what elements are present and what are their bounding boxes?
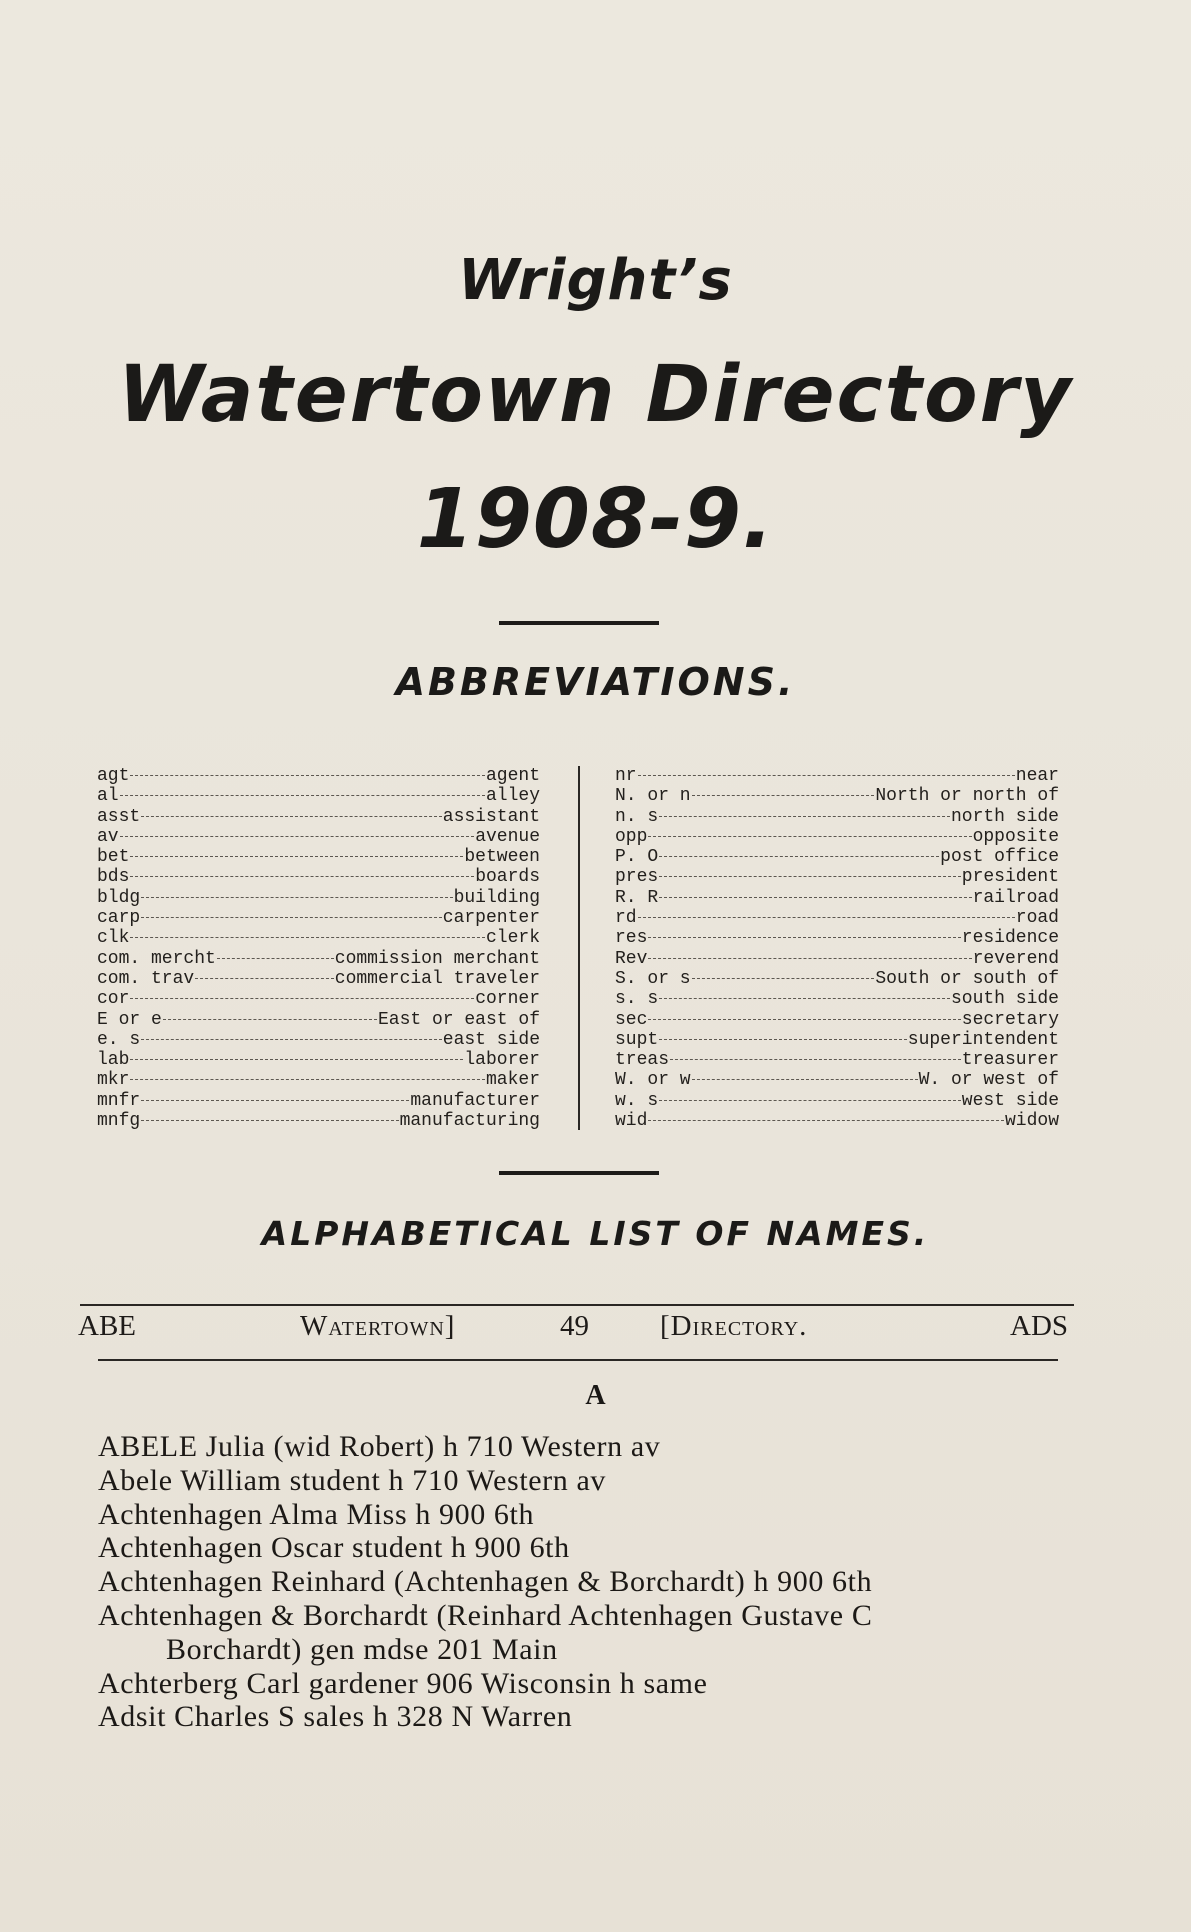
abbreviation-row	[97, 1050, 540, 1070]
divider-rule	[499, 621, 659, 625]
directory-entry: Abele William student h 710 Western av	[98, 1463, 606, 1497]
dot-leader	[659, 997, 950, 999]
dot-leader	[670, 1058, 961, 1060]
running-head-top-rule	[80, 1304, 1074, 1306]
directory-entry: Adsit Charles S sales h 328 N Warren	[98, 1700, 573, 1734]
dot-leader	[648, 957, 971, 959]
abbreviation-meaning: boards	[475, 867, 540, 888]
abbreviation-row	[97, 1111, 540, 1131]
abbreviation-term: sec	[615, 1009, 648, 1030]
directory-entry: Achtenhagen Reinhard (Achtenhagen & Borchardt) h 900 6th	[98, 1565, 873, 1599]
running-head-bottom-rule	[98, 1359, 1058, 1361]
dot-leader	[120, 794, 485, 796]
abbreviation-term: wid	[615, 1111, 648, 1132]
abbreviation-row	[615, 1030, 1059, 1050]
dot-leader	[130, 1058, 463, 1060]
abbreviation-meaning: opposite	[972, 826, 1059, 847]
abbreviation-row	[615, 1111, 1059, 1131]
dot-leader	[141, 896, 452, 898]
abbreviation-term: mnfg	[97, 1111, 141, 1132]
abbreviation-row	[97, 807, 540, 827]
abbreviation-meaning: residence	[961, 928, 1059, 949]
dot-leader	[648, 936, 960, 938]
abbreviation-row	[97, 1091, 540, 1111]
directory-year: 1908-9.	[416, 472, 775, 567]
directory-entry: ABELE Julia (wid Robert) h 710 Western av	[98, 1430, 661, 1463]
dot-leader	[692, 1078, 918, 1080]
abbreviation-term: lab	[97, 1050, 130, 1071]
abbreviation-meaning: agent	[485, 766, 540, 786]
abbreviation-term: mnfr	[97, 1090, 141, 1111]
alphabetical-list-heading: ALPHABETICAL LIST OF NAMES.	[261, 1214, 930, 1253]
abbreviation-meaning: near	[1015, 766, 1059, 786]
abbreviation-term: supt	[615, 1029, 659, 1050]
dot-leader	[130, 855, 463, 857]
abbreviation-row	[615, 928, 1059, 948]
abbreviation-meaning: corner	[475, 989, 540, 1010]
dot-leader	[130, 875, 474, 877]
running-head-town: Watertown]	[300, 1310, 456, 1342]
abbreviation-meaning: east side	[442, 1029, 540, 1050]
dot-leader	[648, 1018, 960, 1020]
abbreviation-meaning: superintendent	[907, 1029, 1059, 1050]
abbreviation-row	[615, 867, 1059, 887]
abbreviation-row	[97, 949, 540, 969]
abbreviation-term: P. O	[615, 847, 659, 868]
directory-entry: Achtenhagen & Borchardt (Reinhard Achtenhagen Gustave C	[98, 1598, 873, 1632]
abbreviation-term: com. trav	[97, 968, 195, 989]
abbreviation-row	[615, 847, 1059, 867]
abbreviation-row	[615, 888, 1059, 908]
abbreviation-term: mkr	[97, 1070, 130, 1091]
directory-title: Watertown Directory	[118, 350, 1073, 440]
abbreviations-right-column	[615, 766, 1059, 1131]
abbreviation-meaning: post office	[940, 847, 1059, 868]
abbreviation-row	[97, 1070, 540, 1090]
abbreviation-term: carp	[97, 908, 141, 929]
abbreviation-term: pres	[615, 867, 659, 888]
abbreviation-meaning: railroad	[972, 887, 1059, 908]
abbreviation-meaning: commercial traveler	[334, 968, 540, 989]
publisher-name: Wright’s	[458, 248, 733, 313]
running-head-right: ADS	[1010, 1310, 1069, 1342]
abbreviation-row	[615, 1010, 1059, 1030]
dot-leader	[141, 815, 442, 817]
abbreviation-row	[615, 807, 1059, 827]
abbreviation-meaning: commission merchant	[334, 948, 540, 969]
abbreviation-term: R. R	[615, 887, 659, 908]
abbreviation-meaning: treasurer	[961, 1050, 1059, 1071]
abbreviation-row	[97, 1030, 540, 1050]
abbreviation-term: asst	[97, 806, 141, 827]
dot-leader	[659, 855, 939, 857]
abbreviation-row	[615, 1091, 1059, 1111]
abbreviation-term: bldg	[97, 887, 141, 908]
dot-leader	[130, 936, 485, 938]
dot-leader	[659, 815, 950, 817]
abbreviation-meaning: north side	[950, 806, 1059, 827]
abbreviation-meaning: North or north of	[875, 786, 1059, 807]
abbreviation-term: e. s	[97, 1029, 141, 1050]
abbreviation-row	[97, 766, 540, 786]
dot-leader	[638, 774, 1015, 776]
abbreviation-meaning: secretary	[961, 1009, 1059, 1030]
abbreviation-term: E or e	[97, 1009, 162, 1030]
dot-leader	[141, 1099, 409, 1101]
abbreviation-meaning: president	[961, 867, 1059, 888]
abbreviation-term: Rev	[615, 948, 648, 969]
abbreviation-meaning: assistant	[442, 806, 540, 827]
abbreviation-term: S. or s	[615, 968, 691, 989]
running-head-directory: [Directory.	[660, 1310, 808, 1342]
abbreviation-meaning: west side	[961, 1090, 1059, 1111]
abbreviation-term: rd	[615, 908, 637, 929]
section-letter: A	[585, 1380, 606, 1411]
abbreviation-row	[615, 827, 1059, 847]
abbreviation-meaning: south side	[950, 989, 1059, 1010]
abbreviation-row	[615, 766, 1059, 786]
abbreviation-term: res	[615, 928, 648, 949]
abbreviation-row	[97, 989, 540, 1009]
directory-entries	[98, 1430, 1068, 1734]
abbreviation-row	[615, 969, 1059, 989]
abbreviations-left-column	[97, 766, 540, 1131]
dot-leader	[659, 1099, 961, 1101]
dot-leader	[141, 916, 442, 918]
dot-leader	[141, 1038, 442, 1040]
abbreviation-meaning: widow	[1004, 1111, 1059, 1132]
column-divider	[578, 766, 580, 1130]
abbreviation-meaning: East or east of	[377, 1009, 540, 1030]
abbreviation-term: av	[97, 826, 119, 847]
abbreviation-row	[97, 847, 540, 867]
abbreviation-meaning: W. or west of	[918, 1070, 1059, 1091]
abbreviation-row	[97, 928, 540, 948]
abbreviation-row	[97, 786, 540, 806]
dot-leader	[659, 1038, 907, 1040]
abbreviation-row	[97, 867, 540, 887]
abbreviation-term: w. s	[615, 1090, 659, 1111]
abbreviation-term: treas	[615, 1050, 670, 1071]
abbreviation-row	[615, 989, 1059, 1009]
abbreviation-row	[615, 1050, 1059, 1070]
abbreviation-row	[97, 908, 540, 928]
directory-entry: Borchardt) gen mdse 201 Main	[166, 1632, 558, 1666]
page-number: 49	[560, 1310, 589, 1342]
dot-leader	[648, 835, 971, 837]
dot-leader	[120, 835, 475, 837]
abbreviation-meaning: road	[1015, 908, 1059, 929]
abbreviation-row	[97, 969, 540, 989]
abbreviation-row	[615, 908, 1059, 928]
abbreviation-meaning: building	[453, 887, 540, 908]
directory-entry: Achterberg Carl gardener 906 Wisconsin h same	[98, 1666, 708, 1700]
abbreviation-meaning: manufacturer	[410, 1090, 540, 1111]
abbreviation-term: opp	[615, 826, 648, 847]
dot-leader	[130, 774, 485, 776]
dot-leader	[648, 1119, 1004, 1121]
abbreviation-term: n. s	[615, 806, 659, 827]
abbreviation-term: bet	[97, 847, 130, 868]
dot-leader	[692, 977, 875, 979]
abbreviation-meaning: alley	[485, 786, 540, 807]
dot-leader	[692, 794, 875, 796]
abbreviation-meaning: manufacturing	[399, 1111, 540, 1132]
abbreviations-heading: ABBREVIATIONS.	[395, 660, 796, 704]
abbreviation-term: cor	[97, 989, 130, 1010]
abbreviation-meaning: clerk	[485, 928, 540, 949]
abbreviation-meaning: South or south of	[875, 968, 1059, 989]
abbreviation-row	[97, 827, 540, 847]
running-head-left: ABE	[78, 1310, 136, 1342]
abbreviation-term: bds	[97, 867, 130, 888]
abbreviation-term: al	[97, 786, 119, 807]
dot-leader	[195, 977, 334, 979]
abbreviation-meaning: between	[464, 847, 540, 868]
abbreviation-row	[615, 1070, 1059, 1090]
abbreviation-term: N. or n	[615, 786, 691, 807]
dot-leader	[163, 1018, 377, 1020]
abbreviation-row	[615, 786, 1059, 806]
dot-leader	[659, 896, 971, 898]
dot-leader	[141, 1119, 398, 1121]
directory-entry: Achtenhagen Alma Miss h 900 6th	[98, 1497, 535, 1531]
dot-leader	[130, 997, 474, 999]
abbreviation-row	[97, 888, 540, 908]
directory-entry: Achtenhagen Oscar student h 900 6th	[98, 1531, 570, 1565]
abbreviation-row	[615, 949, 1059, 969]
abbreviation-term: s. s	[615, 989, 659, 1010]
dot-leader	[217, 957, 334, 959]
abbreviation-term: nr	[615, 766, 637, 786]
abbreviation-meaning: laborer	[464, 1050, 540, 1071]
abbreviation-meaning: avenue	[475, 826, 540, 847]
abbreviation-term: clk	[97, 928, 130, 949]
abbreviation-term: W. or w	[615, 1070, 691, 1091]
abbreviation-term: com. mercht	[97, 948, 216, 969]
dot-leader	[638, 916, 1015, 918]
abbreviation-row	[97, 1010, 540, 1030]
abbreviation-term: agt	[97, 766, 130, 786]
abbreviation-meaning: maker	[485, 1070, 540, 1091]
abbreviation-meaning: carpenter	[442, 908, 540, 929]
dot-leader	[659, 875, 961, 877]
abbreviation-meaning: reverend	[972, 948, 1059, 969]
divider-rule	[499, 1171, 659, 1175]
dot-leader	[130, 1078, 485, 1080]
